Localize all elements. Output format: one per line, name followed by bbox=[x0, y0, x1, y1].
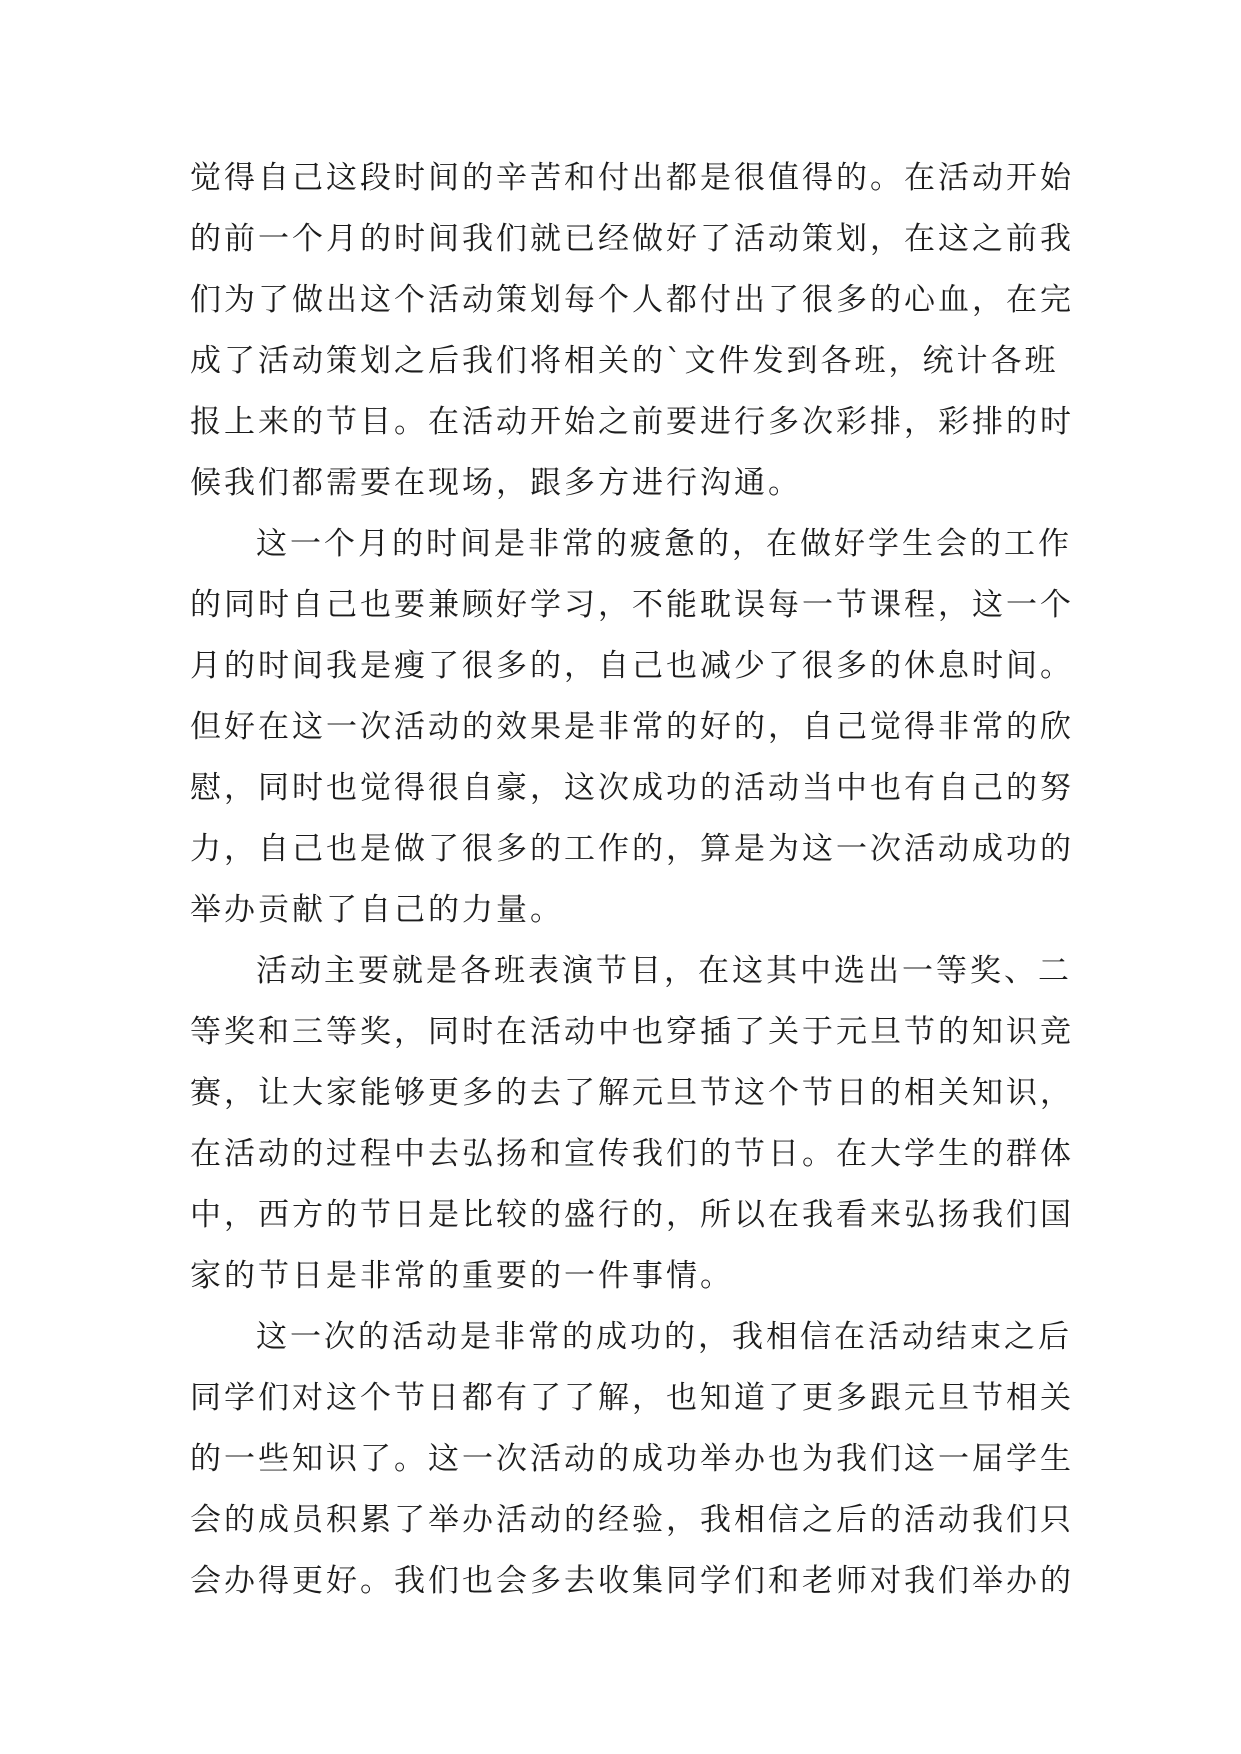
text-line: 活动主要就是各班表演节目，在这其中选出一等奖、二 bbox=[256, 953, 1072, 989]
text-line: 会的成员积累了举办活动的经验，我相信之后的活动我们只 bbox=[190, 1502, 1074, 1538]
text-line: 赛，让大家能够更多的去了解元旦节这个节日的相关知识， bbox=[190, 1075, 1074, 1111]
paragraph bbox=[190, 1307, 1074, 1612]
text-line: 们为了做出这个活动策划每个人都付出了很多的心血，在完 bbox=[190, 282, 1074, 318]
text-line: 举办贡献了自己的力量。 bbox=[190, 892, 564, 928]
paragraph bbox=[190, 148, 1074, 514]
text-line: 的前一个月的时间我们就已经做好了活动策划，在这之前我 bbox=[190, 221, 1074, 257]
text-line: 但好在这一次活动的效果是非常的好的，自己觉得非常的欣 bbox=[190, 709, 1074, 745]
text-line: 成了活动策划之后我们将相关的`文件发到各班，统计各班 bbox=[190, 343, 1059, 379]
text-line: 的一些知识了。这一次活动的成功举办也为我们这一届学生 bbox=[190, 1441, 1074, 1477]
text-line: 在活动的过程中去弘扬和宣传我们的节日。在大学生的群体 bbox=[190, 1136, 1074, 1172]
text-line: 中，西方的节日是比较的盛行的，所以在我看来弘扬我们国 bbox=[190, 1197, 1074, 1233]
text-line: 家的节日是非常的重要的一件事情。 bbox=[190, 1258, 734, 1294]
paragraph bbox=[190, 941, 1074, 1307]
text-line: 这一个月的时间是非常的疲惫的，在做好学生会的工作 bbox=[256, 526, 1072, 562]
text-line: 觉得自己这段时间的辛苦和付出都是很值得的。在活动开始 bbox=[190, 160, 1074, 196]
text-line: 的同时自己也要兼顾好学习，不能耽误每一节课程，这一个 bbox=[190, 587, 1074, 623]
text-line: 这一次的活动是非常的成功的，我相信在活动结束之后 bbox=[256, 1319, 1072, 1355]
text-line: 会办得更好。我们也会多去收集同学们和老师对我们举办的 bbox=[190, 1563, 1074, 1599]
paragraph bbox=[190, 514, 1074, 941]
text-line: 候我们都需要在现场，跟多方进行沟通。 bbox=[190, 465, 802, 501]
text-line: 报上来的节目。在活动开始之前要进行多次彩排，彩排的时 bbox=[190, 404, 1074, 440]
text-line: 月的时间我是瘦了很多的，自己也减少了很多的休息时间。 bbox=[190, 648, 1074, 684]
text-line: 等奖和三等奖，同时在活动中也穿插了关于元旦节的知识竞 bbox=[190, 1014, 1074, 1050]
text-line: 慰，同时也觉得很自豪，这次成功的活动当中也有自己的努 bbox=[190, 770, 1074, 806]
document-body bbox=[190, 148, 1074, 1612]
text-line: 力，自己也是做了很多的工作的，算是为这一次活动成功的 bbox=[190, 831, 1074, 867]
text-line: 同学们对这个节日都有了了解，也知道了更多跟元旦节相关 bbox=[190, 1380, 1074, 1416]
